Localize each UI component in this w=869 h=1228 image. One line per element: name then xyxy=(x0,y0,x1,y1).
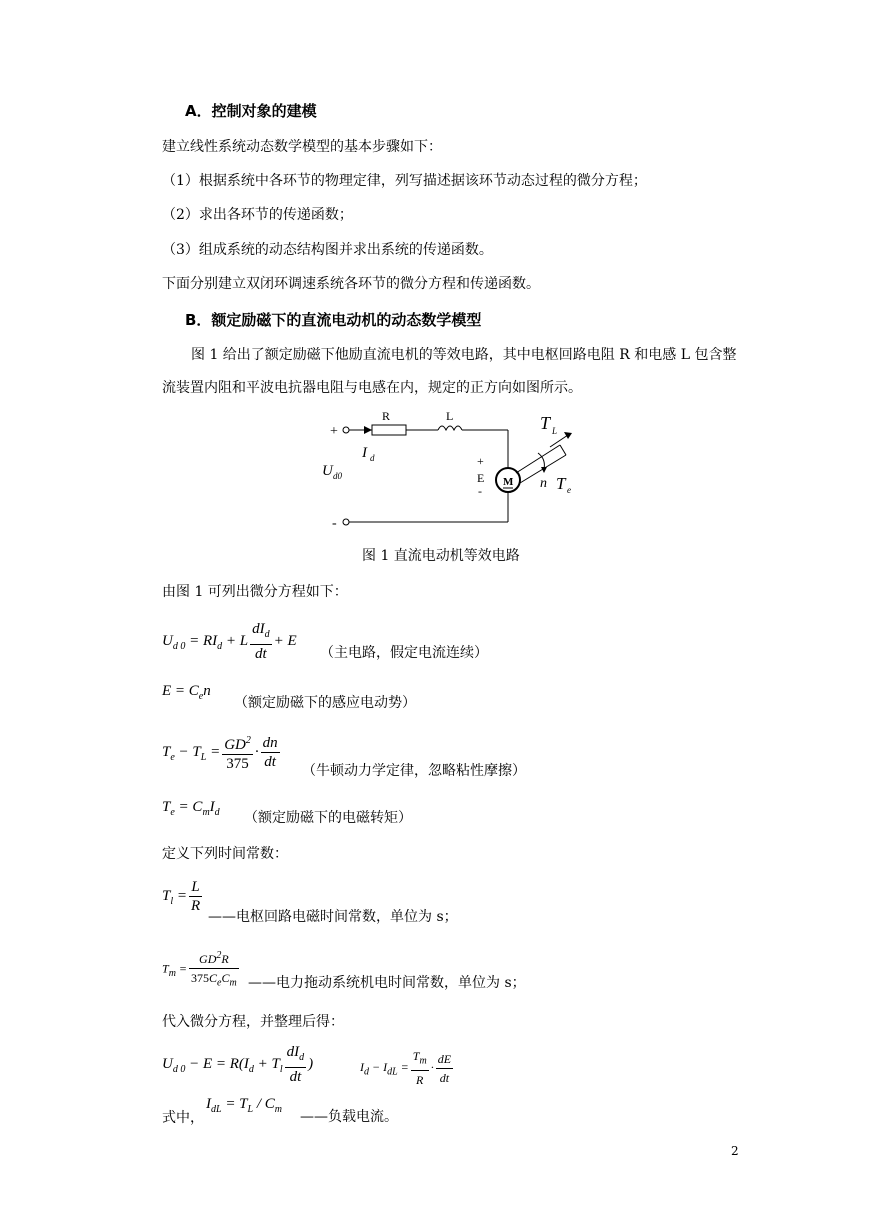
time-constants-intro: 定义下列时间常数： xyxy=(162,846,288,862)
equation-emf-note: （额定励磁下的感应电动势） xyxy=(234,695,416,711)
section-a-step-3: （3）组成系统的动态结构图并求出系统的传递函数。 xyxy=(162,242,493,258)
equation-result-voltage: $U_{d 0} - E = R(I_d + T_l$ $\frac{dI_d}{dt}$ ) xyxy=(162,1044,314,1085)
emf-plus-label: + xyxy=(477,454,484,468)
section-a-step-1: （1）根据系统中各环节的物理定律，列写描述据该环节动态过程的微分方程； xyxy=(162,173,647,189)
section-a-heading: A．控制对象的建模 xyxy=(185,102,317,120)
equation-emf: $E = C_en$ xyxy=(162,683,211,702)
section-a-intro: 建立线性系统动态数学模型的基本步骤如下： xyxy=(162,139,442,155)
equations-intro: 由图 1 可列出微分方程如下： xyxy=(162,584,348,600)
equation-tl: $T_l$ = $\frac{L}{R}$ xyxy=(162,879,201,914)
top-terminal xyxy=(343,427,349,433)
page-number: 2 xyxy=(731,1144,739,1158)
figure-caption: 图 1 直流电动机等效电路 xyxy=(362,548,520,564)
equation-tm: $T_m$ = $\frac{GD^2R}{375C_eC_m}$ xyxy=(162,947,241,992)
load-current-description: ——负载电流。 xyxy=(300,1109,398,1125)
load-torque-label: T xyxy=(540,413,551,433)
motor-label: M xyxy=(503,476,514,488)
minus-terminal-label: - xyxy=(332,516,337,531)
equation-result-current: $I_d - I_{dL}$ = $\frac{T_m}{R}$ · $\frac{dE}{dt}$ xyxy=(360,1049,452,1088)
section-a-outro: 下面分别建立双闭环调速系统各环节的微分方程和传递函数。 xyxy=(162,276,540,292)
equation-newton-note: （牛顿动力学定律，忽略粘性摩擦） xyxy=(302,763,526,779)
tm-description: ——电力拖动系统机电时间常数，单位为 s； xyxy=(248,975,526,991)
load-current-prefix: 式中， xyxy=(162,1110,204,1126)
section-b-paragraph-line-2: 流装置内阻和平波电抗器电阻与电感在内，规定的正方向如图所示。 xyxy=(162,380,582,396)
plus-terminal-label: + xyxy=(330,424,338,439)
emf-minus-label: - xyxy=(478,484,482,498)
section-b-paragraph-line-1: 图 1 给出了额定励磁下他励直流电机的等效电路，其中电枢回路电阻 R 和电感 L 包含整 xyxy=(191,347,737,363)
equation-main-circuit: $U_{d 0} = RI_d + L$ $\frac{dI_d}{dt}$ + E xyxy=(162,621,297,662)
load-torque-arrow-icon xyxy=(564,432,572,439)
substitute-intro: 代入微分方程，并整理后得： xyxy=(162,1014,344,1030)
resistor-label: R xyxy=(382,409,391,423)
inductor-label: L xyxy=(446,409,454,423)
emf-label: E xyxy=(477,471,485,485)
equation-torque-note: （额定励磁下的电磁转矩） xyxy=(244,810,412,826)
em-torque-sub-label: e xyxy=(567,485,571,495)
equation-newton: $T_e - T_L$ = $\frac{GD^2}{375}$ · $\frac{dn}{dt}$ xyxy=(162,732,282,773)
voltage-label: U xyxy=(322,463,333,479)
dc-motor-circuit-diagram xyxy=(320,405,600,540)
voltage-sub-label: d0 xyxy=(333,471,342,481)
load-torque-sub-label: L xyxy=(552,426,558,436)
section-a-step-2: （2）求出各环节的传递函数； xyxy=(162,207,353,223)
speed-label: n xyxy=(540,476,547,491)
current-label: I xyxy=(362,445,367,461)
resistor-symbol xyxy=(372,425,406,435)
bottom-terminal xyxy=(343,519,349,525)
section-b-heading: B．额定励磁下的直流电动机的动态数学模型 xyxy=(185,311,482,329)
current-arrow-icon xyxy=(364,426,372,434)
equation-torque: $T_e = C_mI_d$ xyxy=(162,799,220,818)
current-sub-label: d xyxy=(370,453,375,463)
equation-load-current: $I_{dL} = T_L / C_m$ xyxy=(206,1096,283,1115)
equation-main-circuit-note: （主电路，假定电流连续） xyxy=(320,645,488,661)
tl-description: ——电枢回路电磁时间常数，单位为 s； xyxy=(208,909,458,925)
em-torque-label: T xyxy=(556,474,566,493)
inductor-symbol xyxy=(438,426,462,430)
